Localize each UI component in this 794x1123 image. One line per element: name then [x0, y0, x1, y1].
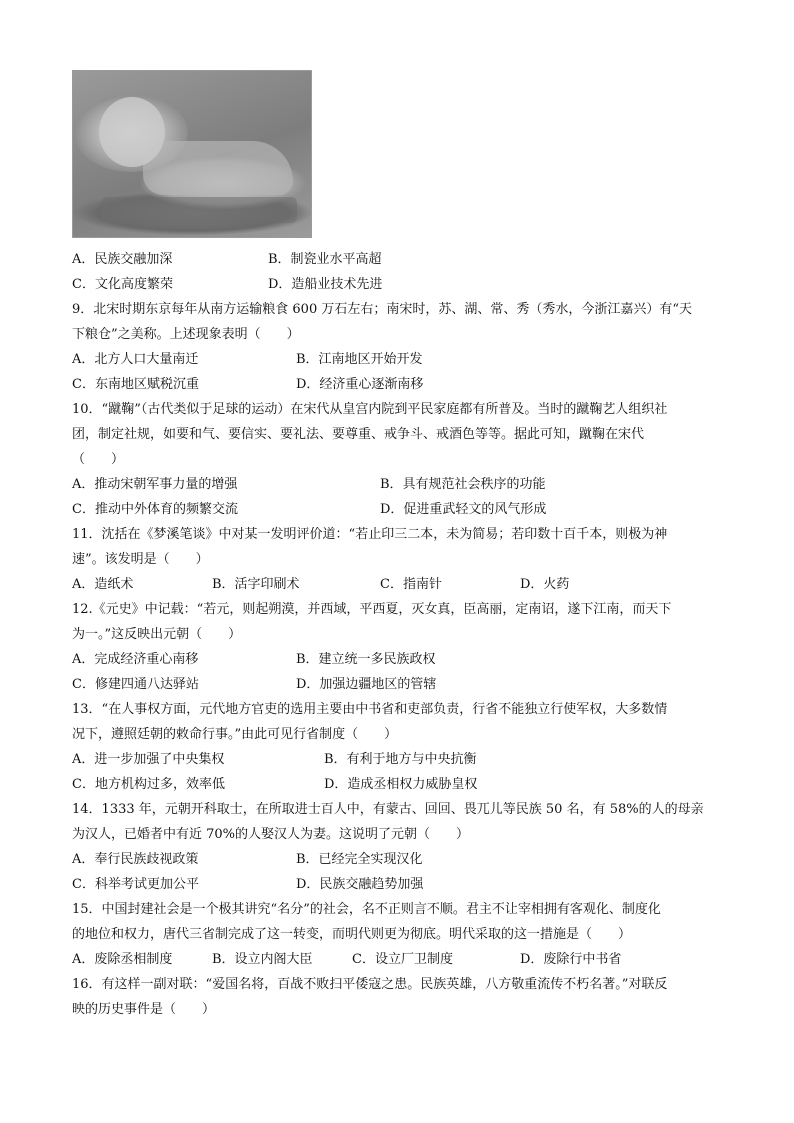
- q10-option-c: C．推动中外体育的频繁交流: [72, 502, 238, 517]
- q9-option-d: D．经济重心逐渐南移: [296, 377, 424, 392]
- q13-option-a: A．进一步加强了中央集权: [72, 752, 225, 767]
- q14-stem-line-1: 14．1333 年，元朝开科取士，在所取进士百人中，有蒙古、回回、畏兀儿等民族 50 名，有 58%的人的母亲: [72, 802, 704, 817]
- q14-stem-line-2: 为汉人，已婚者中有近 70%的人娶汉人为妻。这说明了元朝（ ）: [72, 827, 470, 842]
- q12-stem-line-1: 12.《元史》中记载：“若元，则起朔漠，并西域，平西夏，灭女真，臣高丽，定南诏，遂下江南，而天下: [72, 602, 672, 617]
- sculpture-photo: [72, 70, 312, 238]
- q10-option-d: D．促进重武轻文的风气形成: [380, 502, 547, 517]
- q14-option-d: D．民族交融趋势加强: [296, 877, 424, 892]
- q13-option-b: B．有利于地方与中央抗衡: [324, 752, 477, 767]
- q9-option-c: C．东南地区赋税沉重: [72, 377, 199, 392]
- q15-option-a: A．废除丞相制度: [72, 952, 173, 967]
- sculpture-body: [143, 141, 293, 195]
- q15-option-b: B．设立内阁大臣: [212, 952, 313, 967]
- q10-stem-line-1: 10．“蹴鞠”（古代类似于足球的运动）在宋代从皇宫内院到平民家庭都有所普及。当时的蹴鞠艺人组织社: [72, 402, 668, 417]
- q11-option-a: A．造纸术: [72, 577, 134, 592]
- q15-stem-line-2: 的地位和权力，唐代三省制完成了这一转变，而明代则更为彻底。明代采取的这一措施是（ ）: [72, 927, 632, 942]
- q12-option-b: B．建立统一多民族政权: [296, 652, 436, 667]
- q13-option-d: D．造成丞相权力威胁皇权: [324, 777, 478, 792]
- q8-option-c: C．文化高度繁荣: [72, 277, 173, 292]
- q8-option-a: A．民族交融加深: [72, 252, 173, 267]
- q14-option-b: B．已经完全实现汉化: [296, 852, 423, 867]
- q11-option-c: C．指南针: [380, 577, 442, 592]
- q12-option-c: C．修建四通八达驿站: [72, 677, 199, 692]
- q8-option-b: B．制瓷业水平高超: [268, 252, 382, 267]
- q10-option-a: A．推动宋朝军事力量的增强: [72, 477, 238, 492]
- q11-option-d: D．火药: [520, 577, 570, 592]
- q13-option-c: C．地方机构过多，效率低: [72, 777, 225, 792]
- q14-option-c: C．科举考试更加公平: [72, 877, 199, 892]
- q10-stem-line-2: 团，制定社规，如要和气、要信实、要礼法、要尊重、戒争斗、戒酒色等等。据此可知，蹴鞠在宋代: [72, 427, 645, 442]
- q15-stem-line-1: 15．中国封建社会是一个极其讲究“名分”的社会，名不正则言不顺。君主不让宰相拥有客观化、制度化: [72, 902, 661, 917]
- q9-stem-line-1: 9．北宋时期东京每年从南方运输粮食 600 万石左右；南宋时，苏、湖、常、秀（秀水，今浙江嘉兴）有“天: [72, 302, 692, 317]
- q11-stem-line-1: 11．沈括在《梦溪笔谈》中对某一发明评价道：“若止印三二本，未为简易；若印数十百千本，则极为神: [72, 527, 668, 542]
- q9-option-a: A．北方人口大量南迁: [72, 352, 199, 367]
- q10-stem-line-3: （ ）: [72, 452, 125, 467]
- q16-stem-line-2: 映的历史事件是（ ）: [72, 1002, 216, 1017]
- q16-stem-line-1: 16．有这样一副对联：“爱国名将，百战不败扫平倭寇之患。民族英雄，八方敬重流传不朽名著。”对联反: [72, 977, 668, 992]
- q11-stem-line-2: 速”。该发明是（ ）: [72, 552, 209, 567]
- q9-stem-line-2: 下粮仓”之美称。上述现象表明（ ）: [72, 327, 300, 342]
- sculpture-base: [101, 197, 297, 223]
- q12-option-d: D．加强边疆地区的管辖: [296, 677, 437, 692]
- q12-stem-line-2: 为一。”这反映出元朝（ ）: [72, 627, 242, 642]
- q9-option-b: B．江南地区开始开发: [296, 352, 423, 367]
- q14-option-a: A．奉行民族歧视政策: [72, 852, 199, 867]
- q15-option-d: D．废除行中书省: [520, 952, 622, 967]
- q11-option-b: B．活字印刷术: [212, 577, 300, 592]
- q10-option-b: B．具有规范社会秩序的功能: [380, 477, 546, 492]
- q15-option-c: C．设立厂卫制度: [352, 952, 453, 967]
- sculpture-head: [99, 97, 165, 167]
- q8-option-d: D．造船业技术先进: [268, 277, 383, 292]
- q13-stem-line-1: 13．“在人事权方面，元代地方官吏的选用主要由中书省和吏部负责，行省不能独立行使军权，大多数情: [72, 702, 668, 717]
- q12-option-a: A．完成经济重心南移: [72, 652, 199, 667]
- q13-stem-line-2: 况下，遵照廷朝的敕命行事。”由此可见行省制度（ ）: [72, 727, 398, 742]
